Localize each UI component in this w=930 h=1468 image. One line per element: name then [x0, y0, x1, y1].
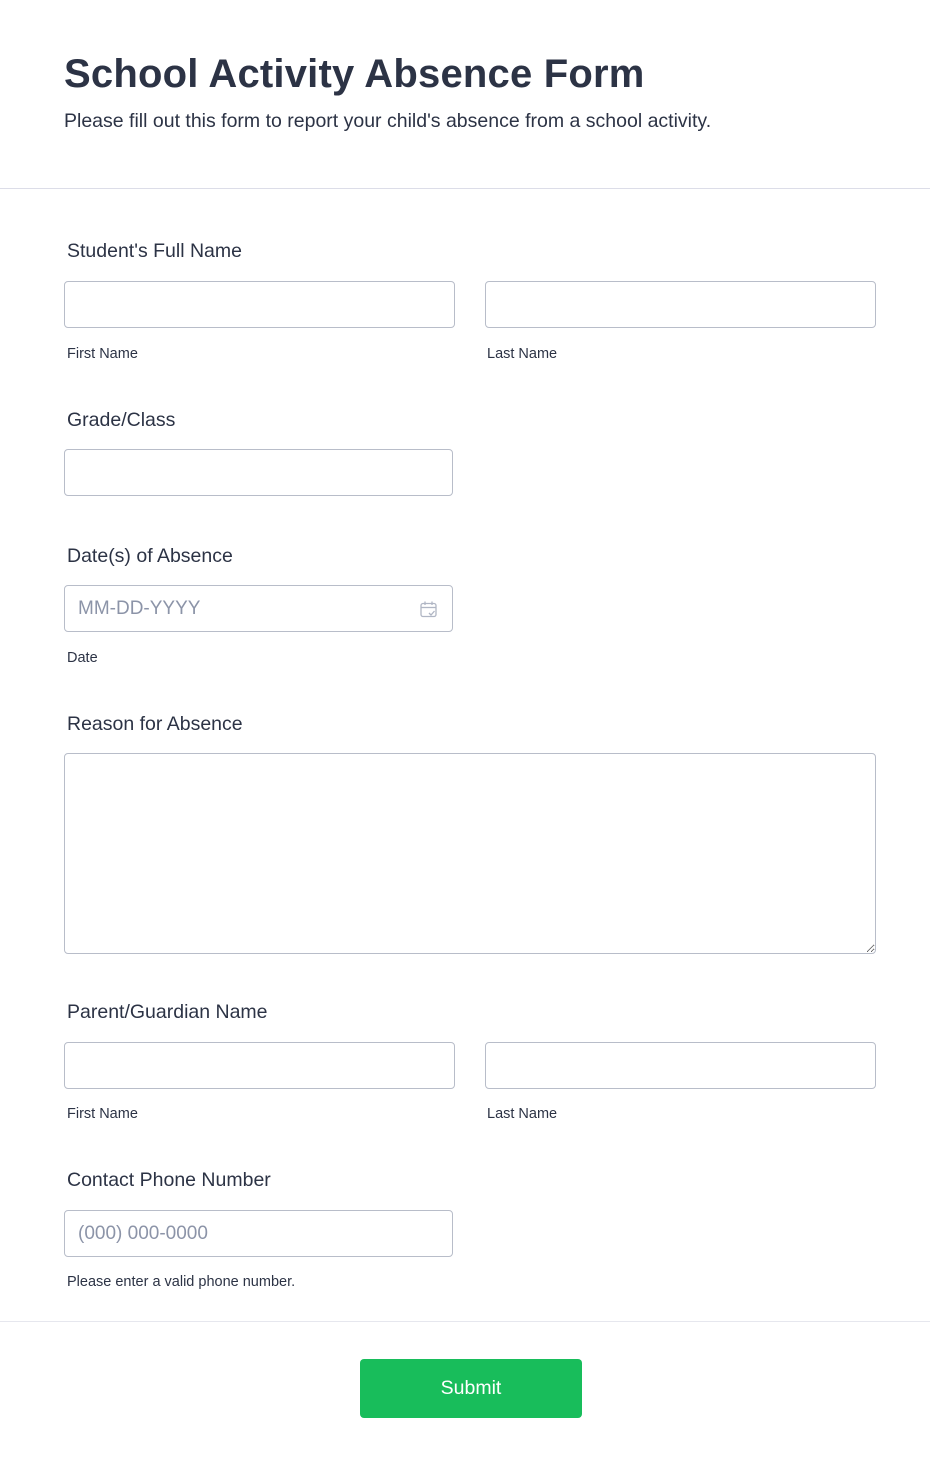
parent-first-name-sublabel: First Name — [67, 1106, 138, 1122]
parent-last-name-input[interactable] — [485, 1042, 876, 1089]
reason-textarea[interactable] — [64, 753, 876, 954]
date-label: Date(s) of Absence — [67, 545, 233, 567]
parent-name-label: Parent/Guardian Name — [67, 1001, 268, 1023]
student-first-name-input[interactable] — [64, 281, 455, 328]
date-sublabel: Date — [67, 650, 98, 666]
grade-input[interactable] — [64, 449, 453, 496]
calendar-icon[interactable] — [419, 600, 438, 619]
date-input[interactable] — [64, 585, 453, 632]
grade-label: Grade/Class — [67, 409, 176, 431]
phone-input[interactable] — [64, 1210, 453, 1257]
divider — [0, 1321, 930, 1322]
student-name-label: Student's Full Name — [67, 240, 242, 262]
student-first-name-sublabel: First Name — [67, 346, 138, 362]
reason-label: Reason for Absence — [67, 713, 243, 735]
submit-button[interactable]: Submit — [360, 1359, 582, 1418]
parent-first-name-input[interactable] — [64, 1042, 455, 1089]
page-subtitle: Please fill out this form to report your child's absence from a school activity. — [64, 110, 712, 132]
parent-last-name-sublabel: Last Name — [487, 1106, 558, 1122]
student-last-name-input[interactable] — [485, 281, 876, 328]
divider — [0, 188, 930, 189]
phone-label: Contact Phone Number — [67, 1169, 271, 1191]
page-title: School Activity Absence Form — [64, 52, 645, 96]
student-last-name-sublabel: Last Name — [487, 346, 558, 362]
phone-sublabel: Please enter a valid phone number. — [67, 1274, 296, 1290]
